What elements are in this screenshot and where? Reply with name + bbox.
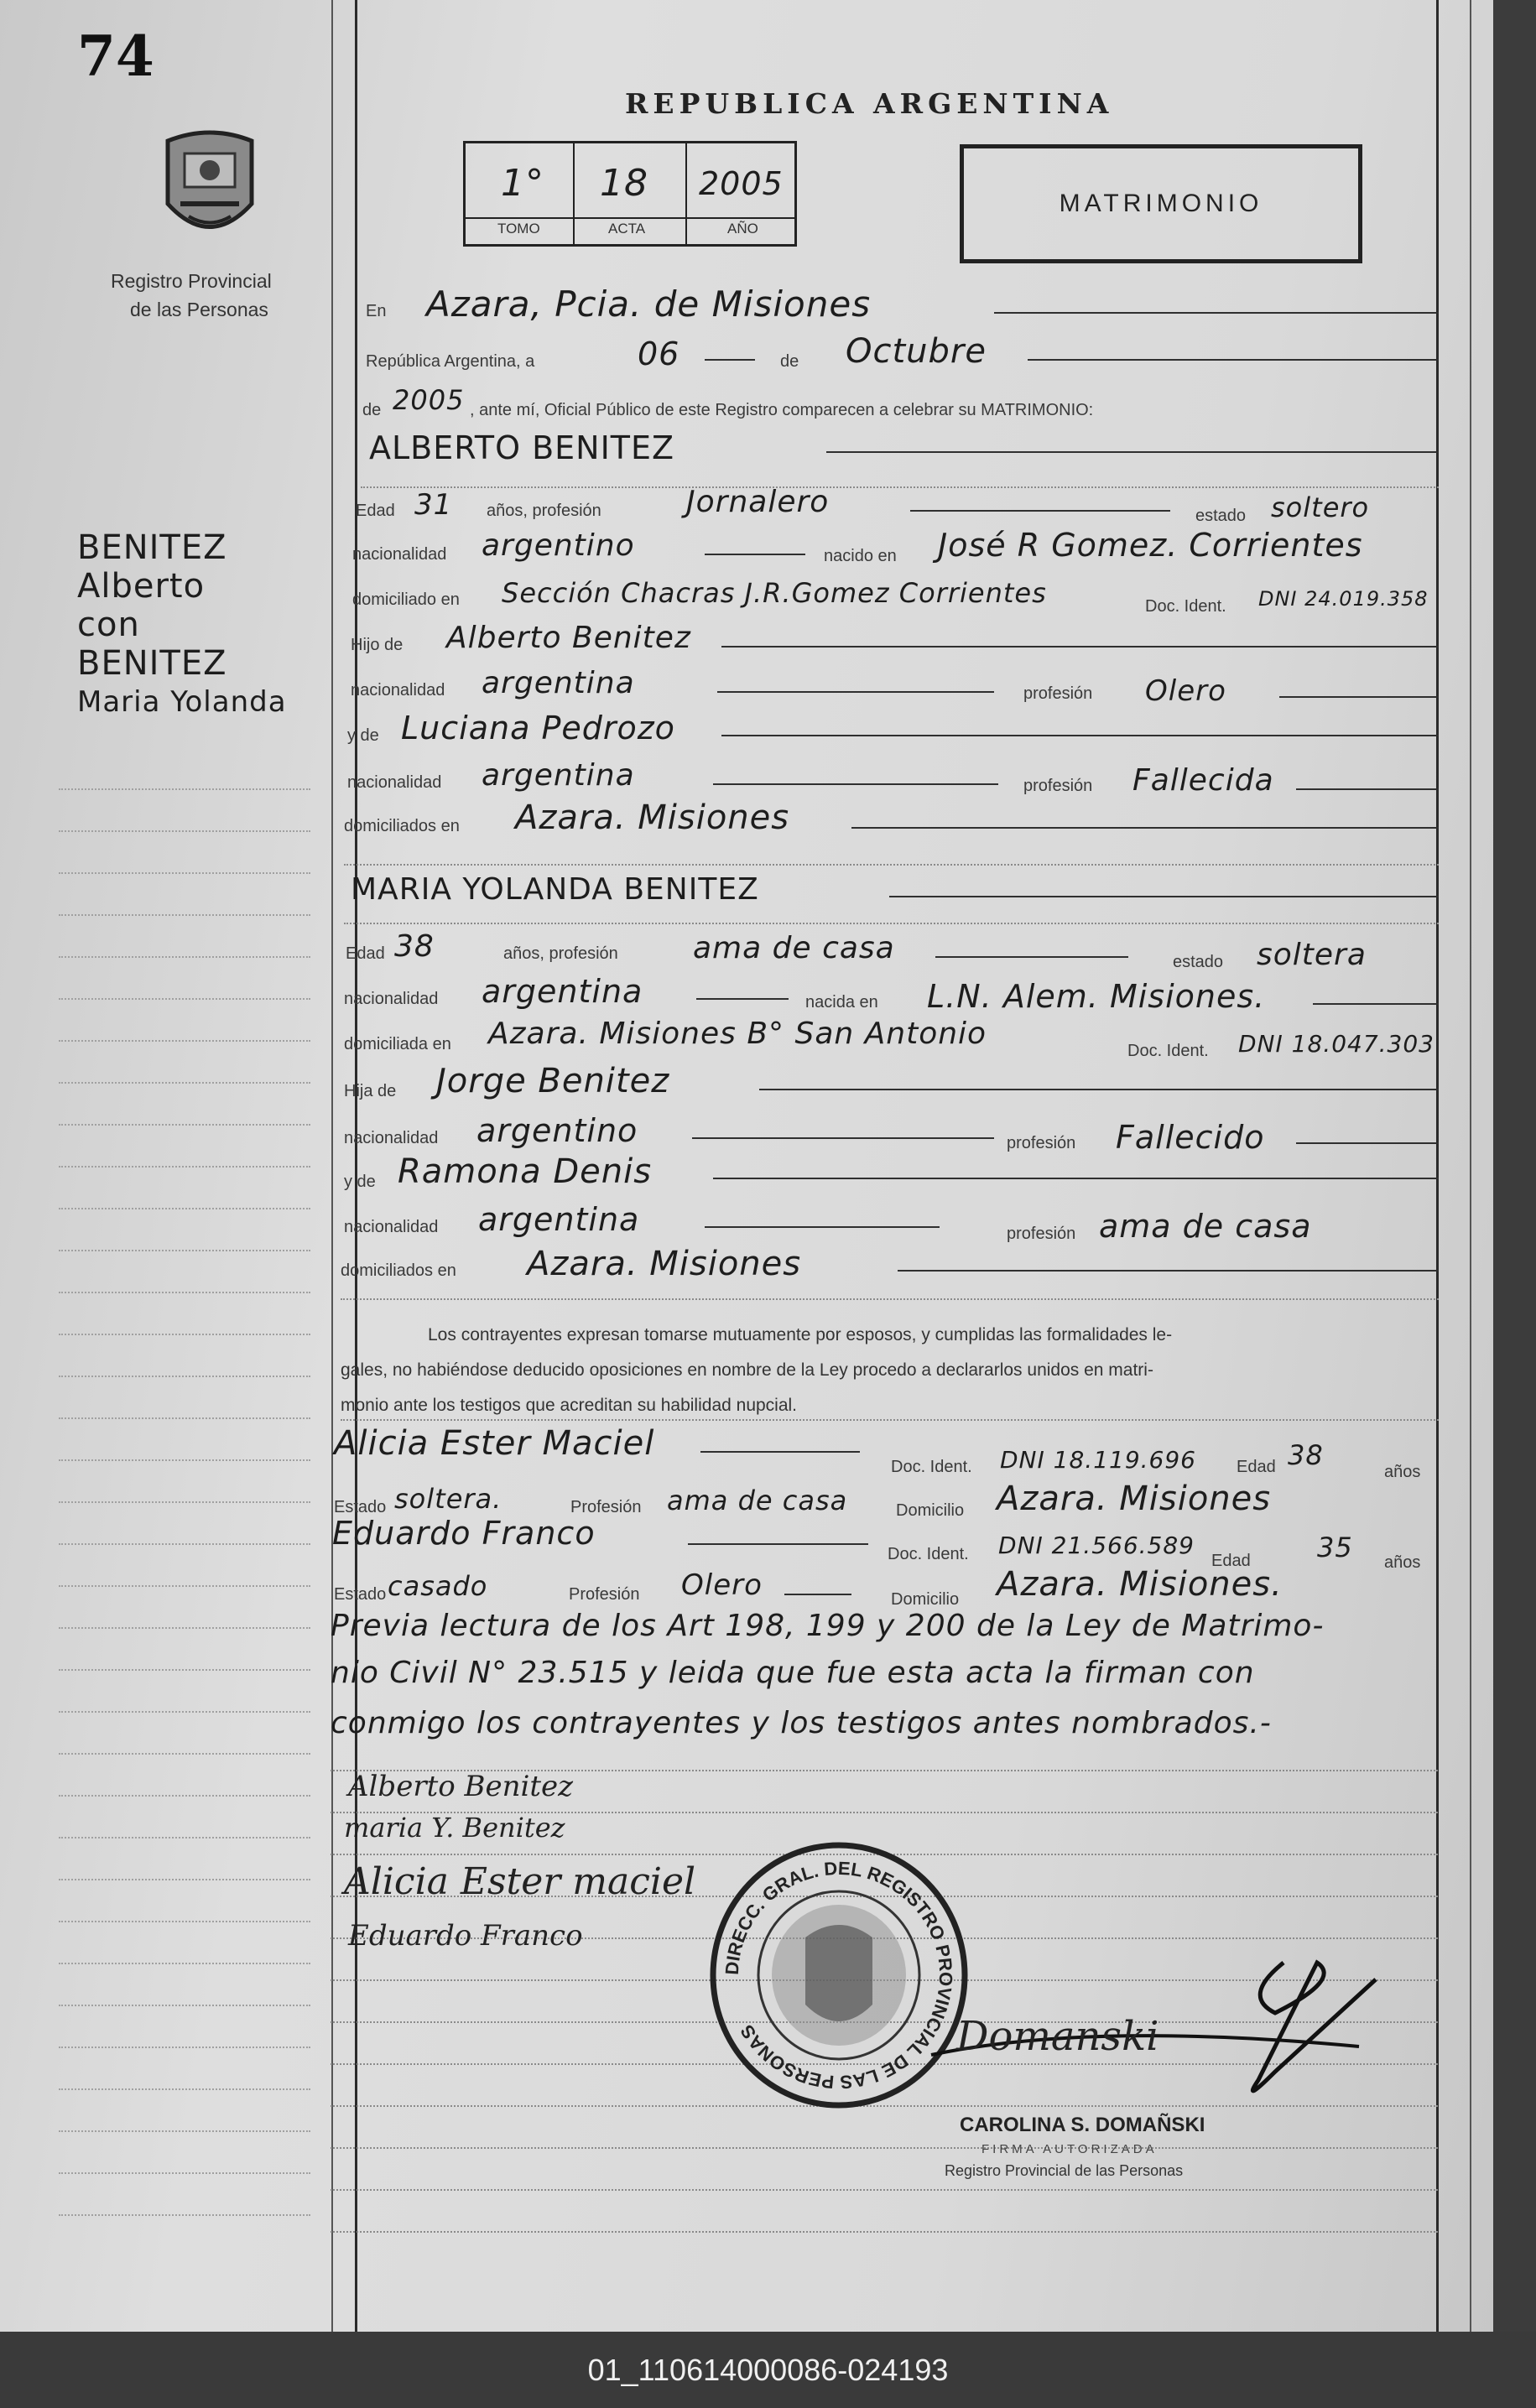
de2-label: de — [362, 401, 382, 419]
margin-rule — [59, 1753, 310, 1755]
fill-line — [713, 1178, 1439, 1179]
margin-rule — [59, 1795, 310, 1797]
anio-label: AÑO — [727, 221, 758, 237]
bride-mother-prof: ama de casa — [1099, 1208, 1312, 1245]
registry-number-box — [463, 141, 797, 247]
bride-father-prof: Fallecido — [1116, 1119, 1265, 1156]
bride-birthplace: L.N. Alem. Misiones. — [927, 978, 1266, 1015]
witness2-profession: Olero — [681, 1568, 763, 1602]
margin-rule — [59, 2130, 310, 2132]
groom-mother-nat-label: nacionalidad — [347, 773, 442, 792]
page-number: 74 — [77, 23, 154, 89]
margin-note-line: BENITEZ — [77, 644, 227, 683]
fill-line — [898, 1270, 1439, 1272]
bride-mother-prof-label: profesión — [1007, 1225, 1076, 1243]
anio-value: 2005 — [699, 165, 784, 202]
closing-line: Previa lectura de los Art 198, 199 y 200 de la Ley de Matrimo- — [331, 1609, 1325, 1643]
margin-rule — [59, 956, 310, 958]
margin-rule — [59, 1334, 310, 1335]
groom-document: DNI 24.019.358 — [1258, 587, 1429, 611]
bride-mother-nat: argentina — [478, 1201, 640, 1238]
bride-father: Jorge Benitez — [436, 1062, 670, 1100]
groom-father-nat: argentina — [482, 666, 635, 700]
margin-rule — [59, 1501, 310, 1503]
intro-day: 06 — [638, 335, 680, 372]
bride-born-label: nacida en — [805, 993, 878, 1012]
intro-place: Azara, Pcia. de Misiones — [426, 283, 872, 325]
witness1-anos-label: años — [1384, 1463, 1421, 1481]
margin-rule — [59, 1963, 310, 1964]
groom-mother-label: y de — [347, 726, 379, 745]
margin-rule — [59, 1292, 310, 1293]
coat-of-arms-icon — [151, 124, 268, 250]
dotted-rule — [331, 2189, 1438, 2191]
bride-father-prof-label: profesión — [1007, 1134, 1076, 1152]
groom-dom-label: domiciliado en — [352, 590, 460, 609]
groom-father-label: Hijo de — [351, 636, 404, 654]
margin-rule — [59, 1459, 310, 1461]
dotted-rule — [344, 923, 1439, 924]
margin-rule — [59, 1669, 310, 1671]
margin-rule — [59, 1921, 310, 1922]
bride-mother: Ramona Denis — [398, 1152, 653, 1191]
fill-line — [713, 783, 998, 785]
registry-name-line1: Registro Provincial — [111, 270, 272, 292]
witness1-domicile: Azara. Misiones — [997, 1480, 1272, 1518]
margin-rule — [59, 2005, 310, 2006]
bride-father-nat-label: nacionalidad — [344, 1129, 439, 1147]
bride-domicile: Azara. Misiones B° San Antonio — [488, 1017, 987, 1051]
fill-line — [910, 510, 1170, 512]
bride-civil-status: soltera — [1257, 938, 1367, 972]
intro-year: 2005 — [393, 384, 465, 416]
fill-line — [759, 1089, 1439, 1090]
bride-document: DNI 18.047.303 — [1238, 1030, 1434, 1058]
bride-dom-label: domiciliada en — [344, 1035, 451, 1053]
margin-note-line: Maria Yolanda — [77, 685, 287, 719]
margin-rule — [59, 1040, 310, 1042]
signature-bride: maria Y. Benitez — [344, 1812, 565, 1844]
groom-father-prof-label: profesión — [1023, 684, 1093, 703]
left-column-rule — [355, 0, 357, 2332]
witness1-estado-label: Estado — [334, 1498, 387, 1516]
fill-line — [721, 735, 1439, 736]
groom-father-prof: Olero — [1145, 674, 1226, 708]
bride-anos-label: años, profesión — [503, 944, 618, 963]
bride-profession: ama de casa — [693, 931, 895, 965]
witness1-doc-label: Doc. Ident. — [891, 1458, 972, 1476]
witness2-age: 35 — [1317, 1532, 1353, 1563]
tomo-label: TOMO — [497, 221, 540, 237]
margin-rule — [59, 1250, 310, 1251]
witness2-edad-label: Edad — [1211, 1552, 1251, 1570]
fill-line — [1296, 1142, 1439, 1144]
closing-line: nio Civil N° 23.515 y leida que fue esta acta la firman con — [331, 1656, 1255, 1690]
margin-rule — [59, 1208, 310, 1209]
witness1-edad-label: Edad — [1237, 1458, 1276, 1476]
fill-line — [851, 827, 1439, 829]
formula-text-line1: Los contrayentes expresan tomarse mutuamente por esposos, y cumplidas las formalidades le- — [428, 1325, 1173, 1344]
groom-doc-label: Doc. Ident. — [1145, 597, 1226, 616]
dotted-rule — [361, 486, 1439, 488]
witness1-name: Alicia Ester Maciel — [334, 1424, 655, 1463]
fill-line — [935, 956, 1128, 958]
fill-line — [826, 451, 1439, 453]
formula-text-line2: gales, no habiéndose deducido oposiciones en nombre de la Ley procedo a declararlos unidos en matri- — [341, 1360, 1153, 1380]
margin-rule — [59, 1837, 310, 1839]
de-label: de — [780, 352, 799, 371]
margin-rule — [59, 1082, 310, 1084]
witness2-anos-label: años — [1384, 1553, 1421, 1572]
country-header: REPUBLICA ARGENTINA — [625, 87, 1114, 120]
margin-rule — [59, 2088, 310, 2090]
groom-estado-label: estado — [1195, 507, 1247, 525]
witness1-civil-status: soltera. — [394, 1483, 502, 1515]
tomo-value: 1° — [501, 162, 544, 205]
republic-label: República Argentina, a — [366, 352, 535, 371]
fill-line — [700, 1451, 860, 1453]
witness2-estado-label: Estado — [334, 1585, 387, 1604]
officer-name: CAROLINA S. DOMAÑSKI — [960, 2114, 1205, 2136]
officer-office: Registro Provincial de las Personas — [945, 2162, 1184, 2179]
margin-rule — [59, 830, 310, 832]
groom-profession: Jornalero — [686, 485, 830, 519]
margin-rule — [59, 1585, 310, 1587]
margin-rule — [59, 1627, 310, 1629]
fill-line — [1028, 359, 1439, 361]
act-type-label: MATRIMONIO — [1059, 190, 1263, 217]
groom-mother-prof: Fallecida — [1132, 763, 1274, 798]
officer-title: FIRMA AUTORIZADA — [981, 2142, 1158, 2156]
groom-domicile: Sección Chacras J.R.Gomez Corrientes — [502, 577, 1047, 609]
fill-line — [705, 359, 755, 361]
fill-line — [994, 312, 1439, 314]
groom-anos-label: años, profesión — [487, 502, 601, 520]
witness2-document: DNI 21.566.589 — [998, 1532, 1195, 1559]
witness2-prof-label: Profesión — [569, 1585, 640, 1604]
groom-nac-label: nacionalidad — [352, 545, 447, 564]
fill-line — [1296, 788, 1439, 790]
margin-note — [77, 528, 287, 721]
bride-name: MARIA YOLANDA BENITEZ — [351, 872, 759, 907]
margin-rule — [59, 998, 310, 1000]
officer-signature: Domanski — [956, 2013, 1159, 2060]
right-edge-rule — [1470, 0, 1471, 2332]
witness2-name: Eduardo Franco — [332, 1515, 596, 1552]
bride-edad-label: Edad — [346, 944, 385, 963]
groom-born-label: nacido en — [824, 547, 897, 565]
margin-note-line: con — [77, 606, 140, 644]
intro-formula: , ante mí, Oficial Público de este Registro comparecen a celebrar su MATRIMONIO: — [470, 401, 1094, 419]
margin-rule — [59, 2172, 310, 2174]
bride-estado-label: estado — [1173, 953, 1224, 971]
margin-rule — [59, 1543, 310, 1545]
acta-value: 18 — [600, 162, 648, 205]
margin-rule — [59, 788, 310, 790]
fill-line — [889, 896, 1439, 897]
margin-note-line: BENITEZ — [77, 528, 227, 567]
dotted-rule — [344, 864, 1439, 866]
groom-parents-dom-label: domiciliados en — [344, 817, 460, 835]
bride-parents-dom: Azara. Misiones — [527, 1245, 802, 1283]
dotted-rule — [331, 2147, 1438, 2149]
signature-witness1: Alicia Ester maciel — [344, 1860, 696, 1903]
witness2-domicile: Azara. Misiones. — [997, 1565, 1283, 1604]
witness2-doc-label: Doc. Ident. — [888, 1545, 969, 1563]
groom-age: 31 — [414, 488, 453, 522]
bride-mother-label: y de — [344, 1173, 376, 1191]
signature-witness2: Eduardo Franco — [348, 1919, 583, 1953]
margin-rule — [59, 2214, 310, 2216]
fill-line — [705, 1226, 940, 1228]
intro-month: Octubre — [846, 332, 987, 371]
witness2-dom-label: Domicilio — [891, 1590, 960, 1609]
bride-parents-dom-label: domiciliados en — [341, 1261, 456, 1280]
groom-civil-status: soltero — [1271, 491, 1370, 523]
fill-line — [784, 1594, 851, 1595]
right-column-rule — [1436, 0, 1439, 2332]
dotted-rule — [341, 1298, 1439, 1300]
fill-line — [721, 646, 1439, 648]
closing-line: conmigo los contrayentes y los testigos antes nombrados.- — [331, 1706, 1272, 1740]
dotted-rule — [341, 1419, 1439, 1421]
margin-rule — [59, 2047, 310, 2048]
bride-father-label: Hija de — [344, 1082, 397, 1100]
witness1-dom-label: Domicilio — [896, 1501, 965, 1520]
witness2-civil-status: casado — [388, 1570, 488, 1602]
fill-line — [705, 554, 805, 555]
groom-edad-label: Edad — [356, 502, 395, 520]
stamp-text: DIRECC. GRAL. DEL REGISTRO PROVINCIAL DE LAS PERSONAS — [721, 1857, 957, 2093]
act-type-box — [960, 144, 1362, 263]
registry-name-line2: de las Personas — [130, 299, 268, 320]
margin-rule — [59, 1376, 310, 1377]
bride-nationality: argentina — [482, 973, 643, 1010]
groom-parents-dom: Azara. Misiones — [515, 798, 790, 837]
image-caption: 01_110614000086-024193 — [0, 2332, 1536, 2408]
bride-father-nat: argentino — [476, 1112, 638, 1149]
margin-rule — [59, 1879, 310, 1880]
groom-birthplace: José R Gomez. Corrientes — [938, 527, 1363, 564]
left-inner-rule — [331, 0, 333, 2332]
margin-rule — [59, 914, 310, 916]
bride-age: 38 — [394, 929, 435, 964]
groom-name: ALBERTO BENITEZ — [369, 429, 675, 466]
margin-rule — [59, 1417, 310, 1419]
groom-father-nat-label: nacionalidad — [351, 681, 445, 700]
signature-groom: Alberto Benitez — [348, 1770, 574, 1803]
witness1-document: DNI 18.119.696 — [1000, 1446, 1196, 1474]
margin-note-line: Alberto — [77, 567, 206, 606]
groom-nationality: argentino — [482, 528, 635, 563]
fill-line — [717, 691, 994, 693]
acta-label: ACTA — [608, 221, 646, 237]
margin-rule — [59, 872, 310, 874]
witness1-profession: ama de casa — [667, 1485, 848, 1516]
fill-line — [688, 1543, 868, 1545]
fill-line — [1279, 696, 1439, 698]
margin-rule — [59, 1124, 310, 1126]
bride-doc-label: Doc. Ident. — [1127, 1042, 1209, 1060]
fill-line — [692, 1137, 994, 1139]
en-label: En — [366, 302, 387, 320]
witness1-age: 38 — [1288, 1439, 1324, 1471]
margin-rule — [59, 1711, 310, 1713]
bride-mother-nat-label: nacionalidad — [344, 1218, 439, 1236]
formula-text-line3: monio ante los testigos que acreditan su habilidad nupcial. — [341, 1396, 798, 1415]
witness1-prof-label: Profesión — [570, 1498, 642, 1516]
groom-mother: Luciana Pedrozo — [401, 710, 675, 746]
groom-mother-prof-label: profesión — [1023, 777, 1093, 795]
groom-mother-nat: argentina — [482, 758, 635, 793]
dotted-rule — [331, 2231, 1438, 2233]
margin-rule — [59, 1166, 310, 1168]
bride-nac-label: nacionalidad — [344, 990, 439, 1008]
groom-father: Alberto Benitez — [446, 621, 691, 655]
fill-line — [1313, 1003, 1439, 1005]
fill-line — [696, 998, 789, 1000]
